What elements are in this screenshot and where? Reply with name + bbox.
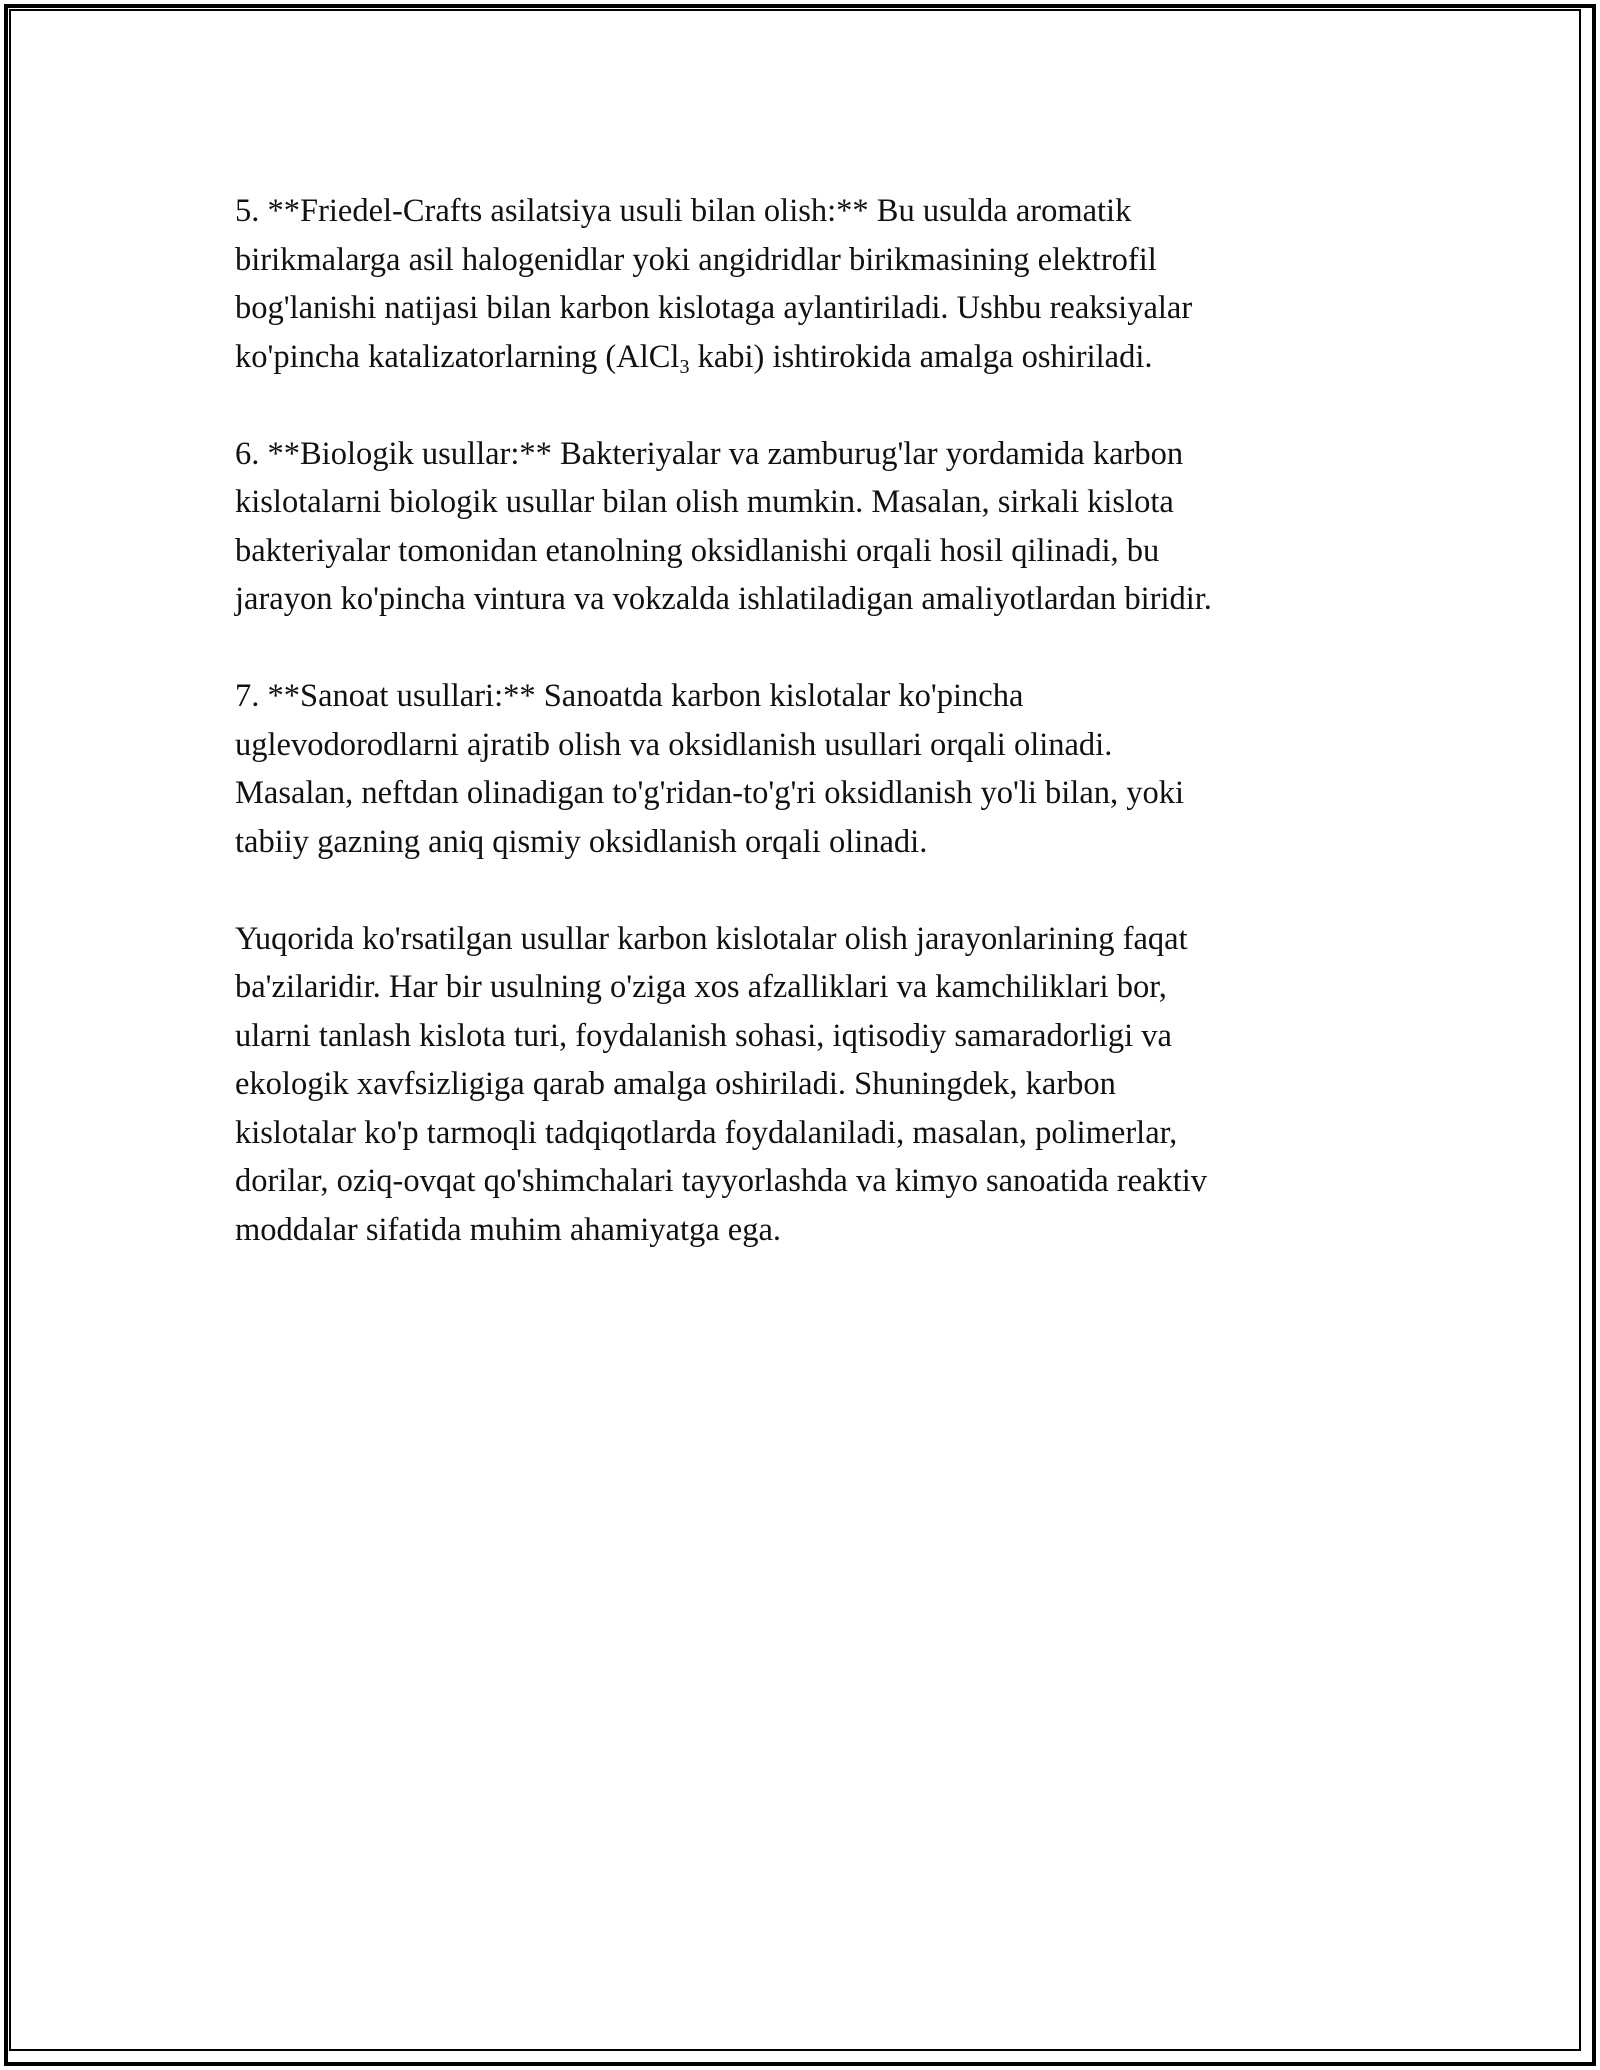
text-line: Yuqorida ko'rsatilgan usullar karbon kislotalar olish jarayonlarining faqat (235, 920, 1188, 957)
text-line: 6. **Biologik usullar:** Bakteriyalar va zamburug'lar yordamida karbon (235, 435, 1184, 472)
text-line: bog'lanishi natijasi bilan karbon kislotaga aylantiriladi. Ushbu reaksiyalar (235, 290, 1193, 326)
paragraph-biologik (235, 430, 1375, 624)
text-line: Masalan, neftdan olinadigan to'g'ridan-to'g'ri oksidlanish yo'li bilan, yoki (235, 775, 1185, 811)
text-line: moddalar sifatida muhim ahamiyatga ega. (235, 1211, 781, 1248)
paragraph-sanoat (235, 672, 1375, 866)
text-line: ularni tanlash kislota turi, foydalanish sohasi, iqtisodiy samaradorligi va (235, 1017, 1172, 1054)
text-fragment: kabi) ishtirokida amalga oshiriladi. (689, 338, 1153, 375)
paragraph-friedel-crafts (235, 187, 1375, 381)
text-fragment: ko'pincha katalizatorlarning (AlCl (235, 338, 680, 375)
text-line: ekologik xavfsizligiga qarab amalga oshiriladi. Shuningdek, karbon (235, 1066, 1116, 1102)
text-line: 5. **Friedel-Crafts asilatsiya usuli bilan olish:** Bu usulda aromatik (235, 193, 1132, 229)
text-line: uglevodorodlarni ajratib olish va oksidlanish usullari orqali olinadi. (235, 726, 1113, 763)
text-line: dorilar, oziq-ovqat qo'shimchalari tayyorlashda va kimyo sanoatida reaktiv (235, 1163, 1208, 1199)
text-line (235, 338, 1153, 378)
text-line: tabiiy gazning aniq qismiy oksidlanish orqali olinadi. (235, 823, 928, 860)
text-line: kislotalarni biologik usullar bilan olish mumkin. Masalan, sirkali kislota (235, 484, 1174, 520)
text-line: ba'zilaridir. Har bir usulning o'ziga xos afzalliklari va kamchiliklari bor, (235, 969, 1167, 1005)
text-line: 7. **Sanoat usullari:** Sanoatda karbon kislotalar ko'pincha (235, 678, 1024, 714)
text-line: bakteriyalar tomonidan etanolning oksidlanishi orqali hosil qilinadi, bu (235, 532, 1160, 569)
document-body (235, 187, 1375, 1303)
subscript-text: 3 (679, 355, 690, 378)
text-line: kislotalar ko'p tarmoqli tadqiqotlarda foydalaniladi, masalan, polimerlar, (235, 1114, 1178, 1151)
text-line: jarayon ko'pincha vintura va vokzalda ishlatiladigan amaliyotlardan biridir. (235, 581, 1212, 617)
text-line: birikmalarga asil halogenidlar yoki angidridlar birikmasining elektrofil (235, 241, 1157, 278)
paragraph-conclusion (235, 915, 1375, 1255)
